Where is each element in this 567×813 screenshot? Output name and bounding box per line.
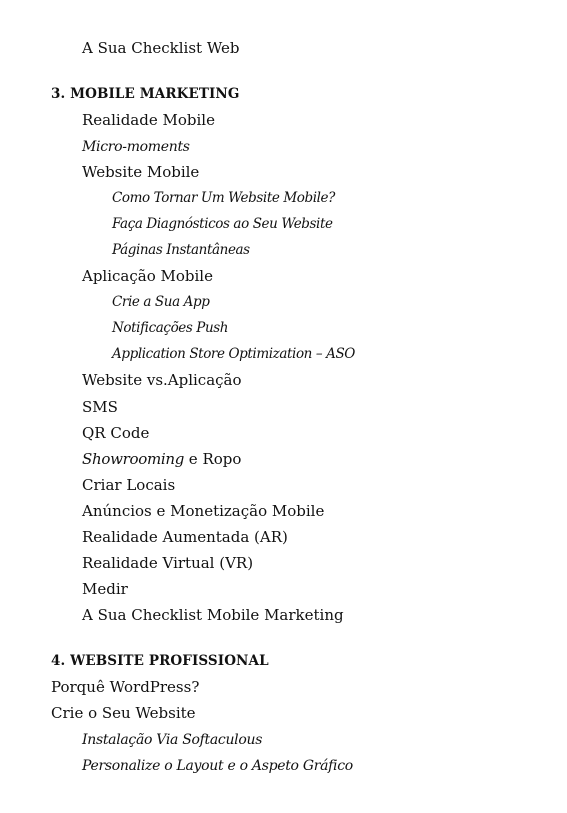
toc-entry[interactable]: Medir xyxy=(82,580,128,598)
toc-subentry[interactable]: Personalize o Layout e o Aspeto Gráfico xyxy=(82,758,353,774)
toc-entry[interactable]: Anúncios e Monetização Mobile xyxy=(82,502,325,520)
toc-entry[interactable] xyxy=(82,452,241,467)
toc-entry[interactable]: QR Code xyxy=(82,424,150,442)
section-heading[interactable]: 3. MOBILE MARKETING xyxy=(51,86,240,102)
toc-entry[interactable]: Criar Locais xyxy=(82,476,176,494)
toc-subentry[interactable]: Faça Diagnósticos ao Seu Website xyxy=(112,216,333,232)
toc-entry[interactable]: A Sua Checklist Mobile Marketing xyxy=(82,606,344,624)
toc-entry[interactable]: Website vs.Aplicação xyxy=(82,371,242,389)
toc-entry[interactable]: Realidade Mobile xyxy=(82,111,215,129)
toc-subentry[interactable]: Páginas Instantâneas xyxy=(112,242,250,258)
toc-entry[interactable]: Website Mobile xyxy=(82,163,200,181)
toc-entry[interactable]: Micro-moments xyxy=(82,139,190,155)
toc-entry[interactable]: Realidade Virtual (VR) xyxy=(82,554,254,572)
toc-subentry[interactable]: Como Tornar Um Website Mobile? xyxy=(112,190,335,206)
toc-entry[interactable]: A Sua Checklist Web xyxy=(82,39,240,57)
toc-entry-rest: e Ropo xyxy=(184,450,242,468)
section-heading[interactable]: 4. WEBSITE PROFISSIONAL xyxy=(51,653,269,669)
toc-subentry[interactable]: Application Store Optimization – ASO xyxy=(112,346,355,362)
toc-entry[interactable]: Porquê WordPress? xyxy=(51,678,200,696)
toc-entry-italic-part: Showrooming xyxy=(82,450,185,468)
toc-entry[interactable]: Realidade Aumentada (AR) xyxy=(82,528,288,546)
toc-subentry[interactable]: Crie a Sua App xyxy=(112,294,210,310)
toc-entry[interactable]: Crie o Seu Website xyxy=(51,704,196,722)
toc-entry[interactable]: Aplicação Mobile xyxy=(82,267,213,285)
toc-subentry[interactable]: Notificações Push xyxy=(112,320,229,336)
toc-entry[interactable]: SMS xyxy=(82,398,118,416)
toc-subentry[interactable]: Instalação Via Softaculous xyxy=(82,732,263,748)
